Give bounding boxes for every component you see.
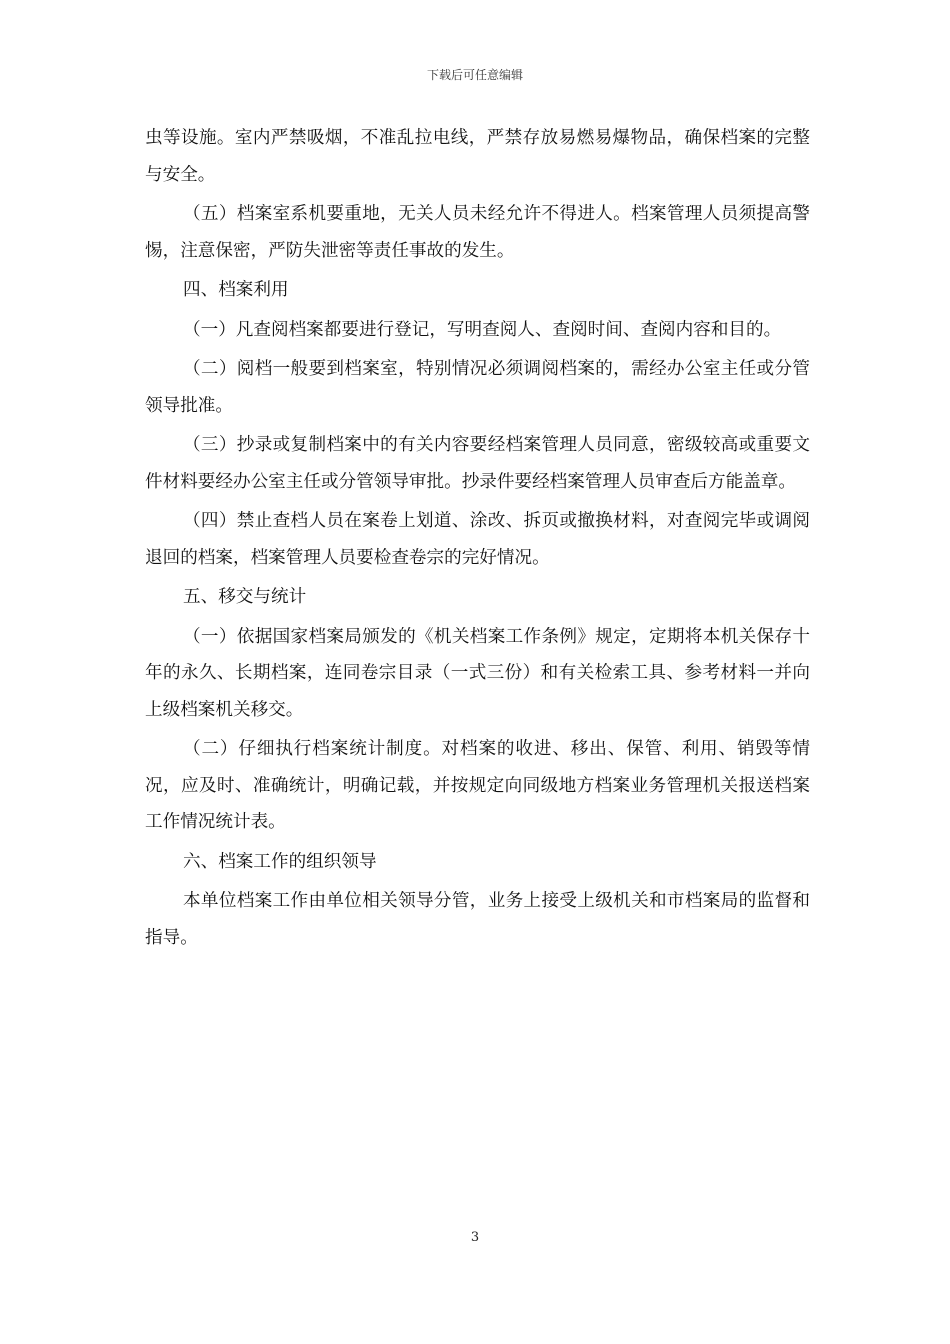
paragraph-10: （二）仔细执行档案统计制度。对档案的收进、移出、保管、利用、销毁等情况，应及时、准确统计，明确记载，并按规定向同级地方档案业务管理机关报送档案工作情况统计表。	[145, 739, 810, 832]
paragraph-12: 本单位档案工作由单位相关领导分管，业务上接受上级机关和市档案局的监督和指导。	[145, 891, 810, 948]
section-heading-6: 六、档案工作的组织领导	[183, 851, 377, 872]
document-body	[145, 120, 810, 959]
paragraph-5: （二）阅档一般要到档案室，特别情况必须调阅档案的，需经办公室主任或分管领导批准。	[145, 359, 810, 416]
page-header: 下载后可任意编辑	[426, 68, 523, 82]
paragraph-6: （三）抄录或复制档案中的有关内容要经档案管理人员同意，密级较高或重要文件材料要经办公室主任或分管领导审批。抄录件要经档案管理人员审查后方能盖章。	[145, 435, 810, 492]
paragraph-9: （一）依据国家档案局颁发的《机关档案工作条例》规定，定期将本机关保存十年的永久、长期档案，连同卷宗目录（一式三份）和有关检索工具、参考材料一并向上级档案机关移交。	[145, 626, 810, 720]
paragraph-7: （四）禁止查档人员在案卷上划道、涂改、拆页或撤换材料，对查阅完毕或调阅退回的档案，档案管理人员要检查卷宗的完好情况。	[145, 511, 810, 568]
paragraph-2: （五）档案室系机要重地，无关人员未经允许不得进人。档案管理人员须提高警惕，注意保密，严防失泄密等责任事故的发生。	[145, 204, 810, 261]
paragraph-1: 虫等设施。室内严禁吸烟，不准乱拉电线，严禁存放易燃易爆物品，确保档案的完整与安全。	[145, 128, 810, 185]
section-heading-5: 五、移交与统计	[183, 587, 307, 607]
page-number: 3	[470, 1230, 480, 1245]
section-heading-4: 四、档案利用	[183, 280, 289, 300]
paragraph-4: （一）凡查阅档案都要进行登记，写明查阅人、查阅时间、查阅内容和目的。	[183, 319, 782, 340]
